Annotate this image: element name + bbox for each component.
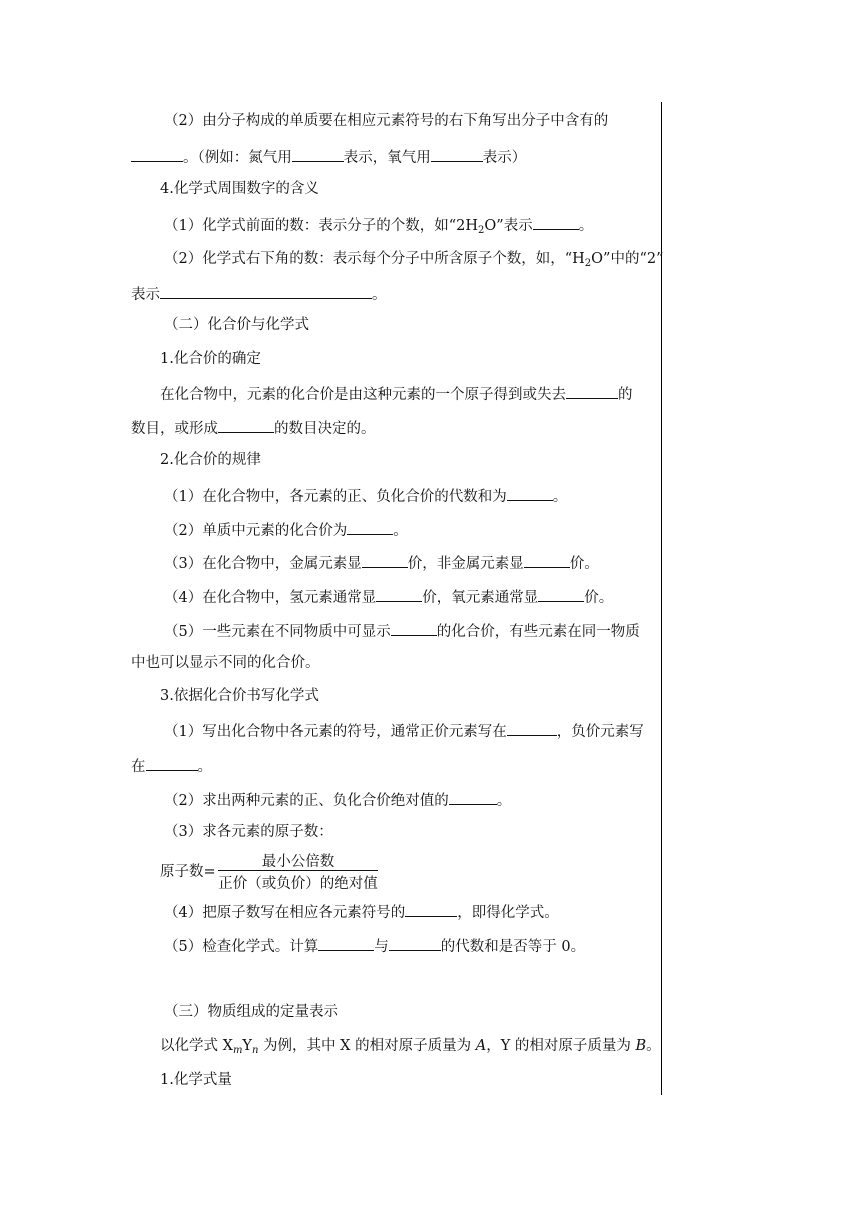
fill-blank[interactable] xyxy=(507,486,553,501)
text-line: （4）把原子数写在相应各元素符号的 ，即得化学式。 xyxy=(164,902,559,922)
section-heading: （三）物质组成的定量表示 xyxy=(164,1004,338,1020)
formula-numerator: 最小公倍数 xyxy=(261,854,335,870)
text-line: 在 。 xyxy=(131,756,212,776)
text-line: （1）化学式前面的数：表示分子的个数，如“$2H_2O$”表示 。 xyxy=(164,215,593,235)
heading: 4.化学式周围数字的含义 xyxy=(160,181,319,197)
heading: 1.化学式量 xyxy=(160,1072,232,1088)
text-line: 数目，或形成 的数目决定的。 xyxy=(131,418,376,438)
fill-blank[interactable] xyxy=(524,553,570,568)
fill-blank[interactable] xyxy=(362,553,408,568)
fill-blank[interactable] xyxy=(431,147,483,162)
heading: 2.化合价的规律 xyxy=(160,452,261,468)
fill-blank[interactable] xyxy=(218,418,274,433)
fill-blank[interactable] xyxy=(391,621,437,636)
text-line: 以化学式 $X_mY_n$ 为例，其中 X 的相对原子质量为 A，Y 的相对原子质量为 B。 xyxy=(160,1038,661,1056)
fraction-bar xyxy=(218,870,378,871)
text-line: （3）在化合物中，金属元素显 价，非金属元素显 价。 xyxy=(164,553,599,573)
heading: 1.化合价的确定 xyxy=(160,351,261,367)
text-line: （2）化学式右下角的数：表示每个分子中所含原子个数，如，“$H_2O$”中的“2” xyxy=(164,251,664,269)
fill-blank[interactable] xyxy=(292,147,344,162)
fill-blank[interactable] xyxy=(376,587,422,602)
fill-blank[interactable] xyxy=(507,721,557,736)
formula-label: 原子数= xyxy=(160,864,216,880)
fill-blank[interactable] xyxy=(538,587,584,602)
fill-blank[interactable] xyxy=(146,756,198,771)
heading: 3.依据化合价书写化学式 xyxy=(160,688,319,704)
text-line: （3）求各元素的原子数： xyxy=(164,824,333,840)
text-line: （2）由分子构成的单质要在相应元素符号的右下角写出分子中含有的 xyxy=(164,113,609,129)
fill-blank[interactable] xyxy=(389,936,441,951)
fill-blank[interactable] xyxy=(533,215,579,230)
text-line: （2）单质中元素的化合价为 。 xyxy=(164,520,408,540)
text-line: 表示 。 xyxy=(131,284,387,304)
fill-blank[interactable] xyxy=(405,902,457,917)
fill-blank[interactable] xyxy=(566,384,618,399)
fill-blank[interactable] xyxy=(160,284,372,299)
text-line: 。（例如：氮气用 表示，氧气用 表示） xyxy=(131,147,526,167)
fill-blank[interactable] xyxy=(449,790,497,805)
fill-blank[interactable] xyxy=(318,936,374,951)
text-line: 在化合物中，元素的化合价是由这种元素的一个原子得到或失去 的 xyxy=(160,384,633,404)
text-line: （4）在化合物中，氢元素通常显 价，氧元素通常显 价。 xyxy=(164,587,613,607)
text-line: （1）在化合物中，各元素的正、负化合价的代数和为 。 xyxy=(164,486,567,506)
formula-denominator: 正价（或负价）的绝对值 xyxy=(218,876,378,892)
fill-blank[interactable] xyxy=(347,520,393,535)
section-heading: （二）化合价与化学式 xyxy=(164,317,309,333)
text-line: （5）一些元素在不同物质中可显示 的化合价，有些元素在同一物质 xyxy=(164,621,640,641)
text-line: （2）求出两种元素的正、负化合价绝对值的 。 xyxy=(164,790,511,810)
fill-blank[interactable] xyxy=(131,147,183,162)
text-line: （1）写出化合物中各元素的符号，通常正价元素写在 ，负价元素写 xyxy=(164,721,644,741)
text-line: （5）检查化学式。计算 与 的代数和是否等于 0。 xyxy=(164,936,585,956)
text-line: 中也可以显示不同的化合价。 xyxy=(131,655,320,671)
